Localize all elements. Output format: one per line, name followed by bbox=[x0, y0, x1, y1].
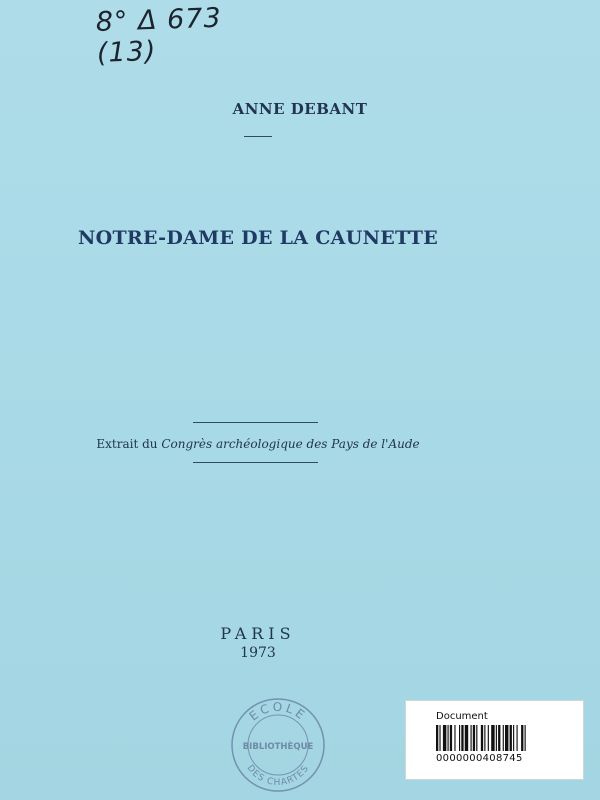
imprint-year: 1973 bbox=[240, 645, 276, 661]
barcode-label bbox=[405, 700, 584, 780]
extract-top-rule bbox=[193, 422, 318, 423]
extract-line bbox=[0, 437, 516, 451]
barcode-number: 0000000408745 bbox=[436, 753, 523, 764]
document-title: NOTRE-DAME DE LA CAUNETTE bbox=[77, 227, 439, 249]
svg-text:ECOLE bbox=[247, 700, 310, 724]
extract-source: Congrès archéologique des Pays de l'Aude bbox=[161, 437, 420, 451]
author-divider bbox=[244, 136, 272, 137]
stamp-bottom-text: DES CHARTES bbox=[244, 763, 312, 789]
barcode-icon bbox=[436, 725, 554, 751]
library-stamp bbox=[228, 695, 328, 795]
stamp-top-text: ECOLE bbox=[246, 699, 310, 724]
barcode-document-label: Document bbox=[436, 711, 488, 722]
imprint-place: PARIS bbox=[220, 624, 296, 643]
stamp-middle-text: BIBLIOTHÈQUE bbox=[242, 742, 314, 752]
author-name: ANNE DEBANT bbox=[232, 100, 368, 118]
extract-bottom-rule bbox=[193, 462, 318, 463]
handwritten-shelfmark: 8° Δ 673 (13) bbox=[95, 2, 223, 69]
extract-prefix: Extrait du bbox=[96, 437, 158, 451]
